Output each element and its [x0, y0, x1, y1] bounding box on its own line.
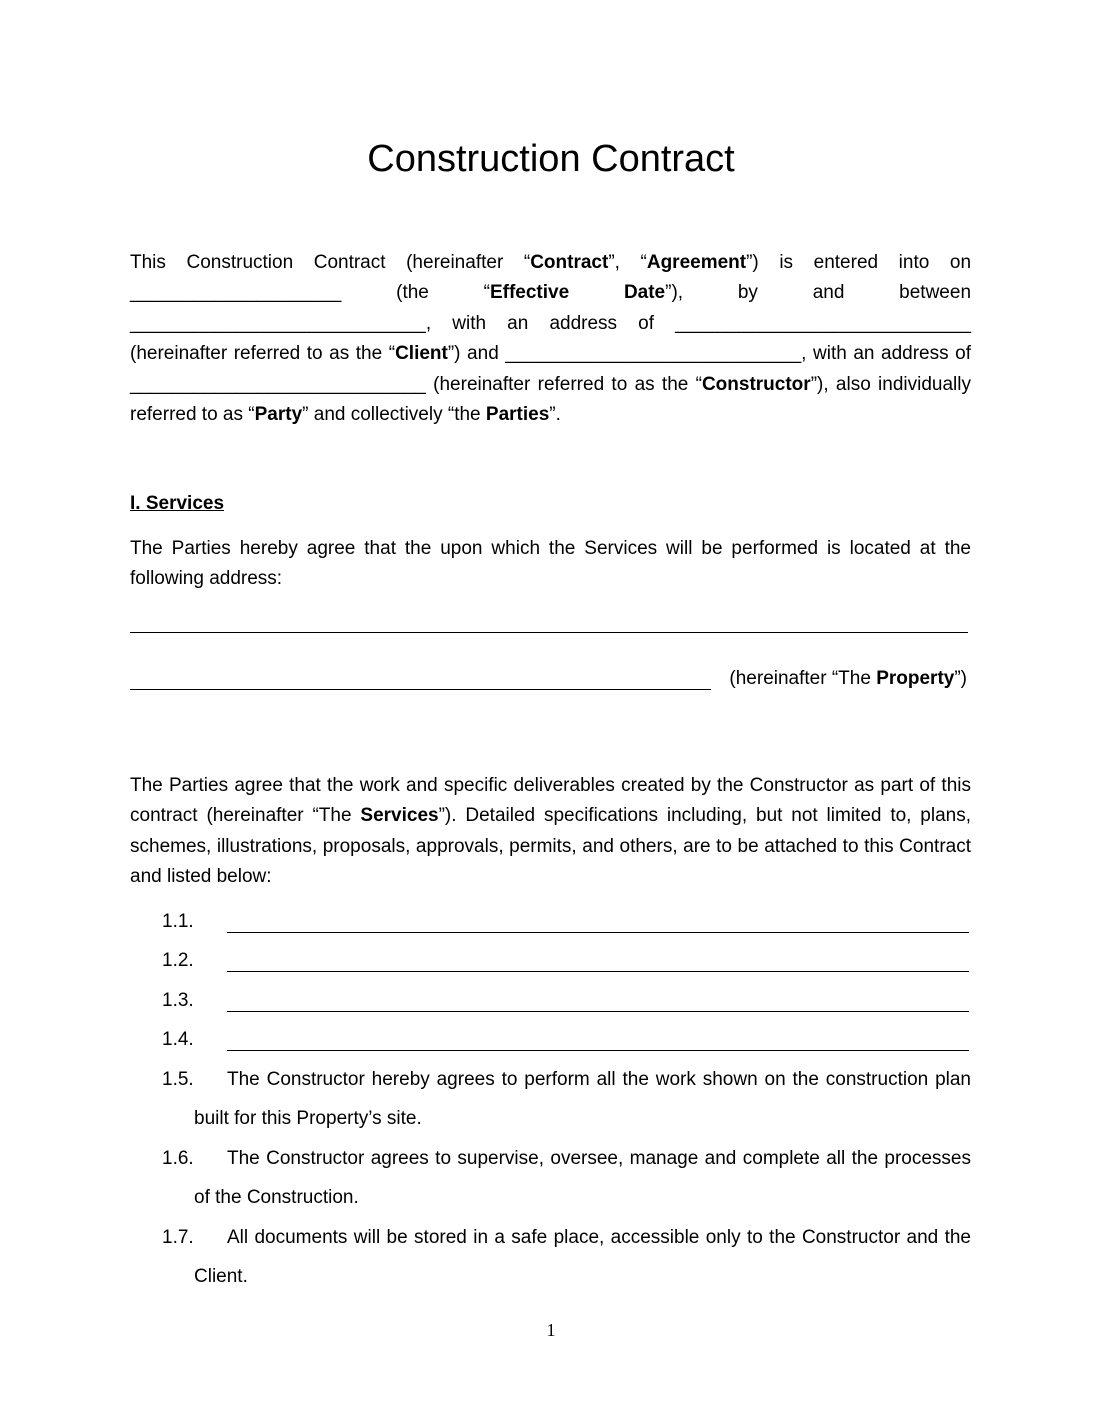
list-item-number: 1.1.: [162, 911, 194, 932]
list-item-text: The Constructor agrees to supervise, oversee, manage and complete all the processes of the Construction.: [194, 1148, 971, 1209]
list-item: [162, 1139, 971, 1218]
list-item-blank-line[interactable]: [227, 1050, 969, 1051]
list-item: [162, 1218, 971, 1297]
page-number: 1: [546, 1320, 556, 1340]
list-item-number: 1.5.: [162, 1069, 194, 1090]
deliverables-paragraph: The Parties agree that the work and specific deliverables created by the Constructor as part of this contract (hereinafter “The Services”). Detailed specifications including, but not limited to, plans, schemes, illustrations, proposals, approvals, permits, and others, are to be attached to this Contract and listed below:: [130, 775, 972, 888]
property-line: [130, 667, 971, 691]
list-item-number: 1.4.: [162, 1029, 194, 1050]
list-item-blank-line[interactable]: [227, 1011, 969, 1012]
list-item-text: The Constructor hereby agrees to perform all the work shown on the construction plan built for this Property’s site.: [194, 1069, 971, 1130]
list-item-number: 1.3.: [162, 990, 194, 1011]
document-title: Construction Contract: [367, 138, 735, 180]
list-item-number: 1.7.: [162, 1227, 194, 1248]
intro-paragraph: This Construction Contract (hereinafter “Contract”, “Agreement”) is entered into on ____________________ (the “Effective Date”), by and between ____________________________, with an address of ____________________________ (hereinafter referred to as the “Client”) and ____________________________, with an address of ____________________________ (hereinafter referred to as the “Constructor”), also individually referred to as “Party” and collectively “the Parties”.: [130, 252, 972, 426]
property-label: (hereinafter “The Property”): [729, 668, 967, 689]
property-blank-line[interactable]: [130, 689, 711, 690]
list-item-number: 1.2.: [162, 950, 194, 971]
list-item-blank-line[interactable]: [227, 932, 969, 933]
section-heading-services: I. Services: [130, 493, 225, 514]
list-item-number: 1.6.: [162, 1148, 194, 1169]
list-item-blank-line[interactable]: [227, 971, 969, 972]
list-item: [162, 1060, 971, 1139]
list-item-text: All documents will be stored in a safe place, accessible only to the Constructor and the Client.: [194, 1227, 971, 1288]
services-intro-paragraph: The Parties hereby agree that the upon which the Services will be performed is located at the following address:: [130, 538, 971, 590]
address-blank-line[interactable]: [130, 632, 968, 633]
